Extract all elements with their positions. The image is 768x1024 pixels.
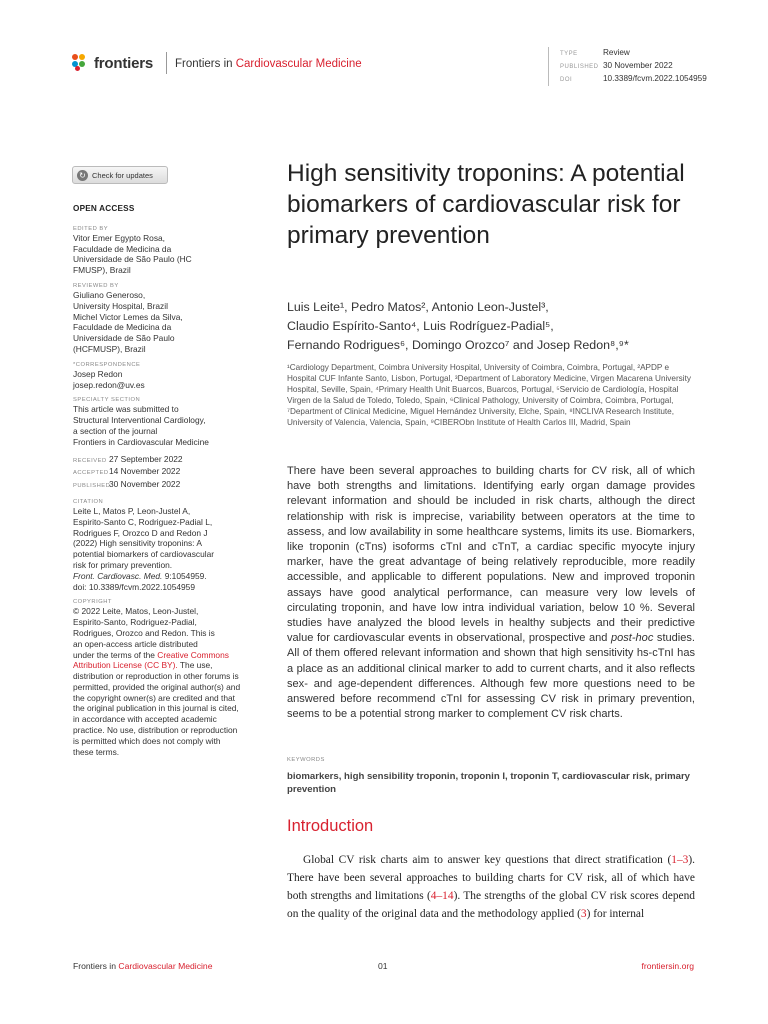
license-link[interactable]: Creative Commons Attribution License (CC BY). — [73, 649, 229, 671]
sidebar-info: OPEN ACCESS EDITED BY Vitor Emer Egypto Rosa, Faculdade de Medicina da Universidade de São Paulo (HC FMUSP), Brazil REVIEWED BY Giuliano Generoso, University Hospital, Brazil Michel Victor Lemes da Silva, Faculdade de Medicina da Universidade de São Paulo (HCFMUSP), Brazil *CORRESPONDENCE Josep Redon josep.redon@uv.es SPECIALTY SECTION This article was submitted to Structural Interventional Cardiology, a section of the journal Frontiers in Cardiovascular Medicine RECEIVED 27 September 2022 ACCEPTED14 November 2022 PUBLISHED30 November 2022 CITATION Leite L, Matos P, Leon-Justel A, Espirito-Santo C, Rodriguez-Padial L, Rodrigues F, Orozco D and Redon J (2022) High sensitivity troponins: A potential biomarkers of cardiovascular risk for primary prevention. Front. Cardiovasc. Med. 9:1054959. doi: 10.3389/fcvm.2022.1054959 COPYRIGHT © 2022 Leite, Matos, Leon-Justel, Espirito-Santo, Rodriguez-Padial, Rodrigues, Orozco and Redon. This is an open-access article distributed under the terms of the Creative Commons Attribution License (CC BY). The use, distribution or reproduction in other forums is permitted, provided the original author(s) and the copyright owner(s) are credited and that the original publication in this journal is cited, in accordance with accepted academic practice. No use, distribution or reproduction is permitted which does not comply with these terms. — [73, 204, 243, 757]
abstract: There have been several approaches to building charts for CV risk, all of which have both strengths and limitations. Identifying early organ damage provides relevant information and should be included in risk charts, although the direct relationship with risk is imprecise, variability between operators at the time to assess, and low availability in some healthcare systems, limits its use. Biomarkers, like troponin (cTns) isoforms cTnI and cTnT, a cardiac specific myocyte injury marker, have the great advantage of being relatively reproducible, more readily accessible, and applicable to different populations. New and improved troponin assays have good analytical performance, can measure very low levels of circulating troponin, and have low intra individual variation, below 10 %. Several studies have analyzed the blood levels in healthy subjects and their predictive value for cardiovascular events in observational, prospective and post-hoc studies. All of them offered relevant information and shown that high sensitivity hs-cTnI has a place as an additional clinical marker to add to current charts, and it also reflects sex- and age-dependent differences. Although few more questions need to be answered before recommend cTnI for assessing CV risk in primary prevention, seems to be a potential strong marker to complement CV risk charts. — [287, 465, 695, 721]
keywords-label: KEYWORDS — [287, 757, 325, 763]
reference-link[interactable]: 4–14 — [430, 890, 454, 902]
introduction-text: Global CV risk charts aim to answer key questions that direct stratification (1–3). There have been several approaches to building charts for CV risk, all of which have both strengths and limitations (4–14). The strengths of the global CV risk scores depend on the quality of the original data and the methodology applied (3) for internal — [287, 854, 695, 920]
doi[interactable]: 10.3389/fcvm.2022.1054959 — [603, 74, 707, 83]
reference-link[interactable]: 1–3 — [671, 854, 689, 866]
correspondence: Josep Redon josep.redon@uv.es — [73, 368, 145, 390]
frontiers-logo[interactable] — [72, 54, 153, 72]
reviewed-by: Giuliano Generoso, University Hospital, Brazil Michel Victor Lemes da Silva, Faculdade de Medicina da Universidade de São Paulo (HCFMUSP), Brazil — [73, 289, 183, 354]
check-for-updates-button[interactable]: ↻ Check for updates — [72, 166, 168, 184]
brand-name: frontiers — [94, 54, 154, 72]
dates: RECEIVED 27 September 2022 ACCEPTED14 November 2022 PUBLISHED30 November 2022 — [73, 453, 183, 490]
correspondence-email[interactable]: josep.redon@uv.es — [73, 379, 145, 390]
edited-by: Vitor Emer Egypto Rosa, Faculdade de Medicina da Universidade de São Paulo (HC FMUSP), Brazil — [73, 232, 192, 276]
keywords: biomarkers, high sensibility troponin, troponin I, troponin T, cardiovascular risk, primary prevention — [287, 771, 691, 795]
journal-title[interactable]: Frontiers in Cardiovascular Medicine — [175, 58, 362, 70]
published-date: 30 November 2022 — [603, 61, 673, 70]
header-divider — [166, 52, 167, 74]
frontiers-logo-icon — [72, 54, 88, 72]
journal-name: Cardiovascular Medicine — [235, 58, 362, 70]
open-access-label: OPEN ACCESS — [73, 204, 135, 213]
citation: Leite L, Matos P, Leon-Justel A, Espirito-Santo C, Rodriguez-Padial L, Rodrigues F, Orozco D and Redon J (2022) High sensitivity troponins: A potential biomarkers of cardiovascular risk for primary prevention. Front. Cardiovasc. Med. 9:1054959. doi: 10.3389/fcvm.2022.1054959 — [73, 505, 215, 592]
article-title: High sensitivity troponins: A potential biomarkers of cardiovascular risk for primary prevention — [287, 160, 685, 249]
refresh-icon: ↻ — [77, 170, 88, 181]
affiliations: ¹Cardiology Department, Coimbra University Hospital, University of Coimbra, Coimbra, Portugal, ²APDP e Hospital CUF Infante Santo, Lisbon, Portugal, ³Department of Laboratory Medicine, Virgen Macarena University Hospital, Seville, Spain, ⁴Primary Health Unit Buarcos, Buarcos, Portugal, ⁵Servicio de Cardiología, Hospital Virgen de la Salud de Toledo, Toledo, Spain, ⁶Clinical Pathology, University of Coimbra, Coimbra, Portugal, ⁷Department of Clinical Medicine, Miguel Hernández University, Elche, Spain, ⁸INCLIVA Research Institute, University of Valencia, Valencia, Spain, ⁹CIBERObn Institute of Health Carlos III, Madrid, Spain — [287, 363, 691, 428]
reference-link[interactable]: 3 — [580, 908, 587, 920]
citation-doi[interactable]: doi: 10.3389/fcvm.2022.1054959 — [73, 581, 195, 592]
footer-site-link[interactable]: frontiersin.org — [641, 961, 694, 971]
footer-journal[interactable]: Frontiers in Cardiovascular Medicine — [73, 961, 213, 971]
article-type: Review — [603, 48, 630, 57]
page-number: 01 — [378, 961, 388, 971]
introduction-heading: Introduction — [287, 817, 374, 835]
specialty-section: This article was submitted to Structural Interventional Cardiology, a section of the journal Frontiers in Cardiovascular Medicine — [73, 404, 209, 447]
author-list: Luis Leite¹, Pedro Matos², Antonio Leon-Justel³, Claudio Espírito-Santo⁴, Luis Rodríguez-Padial⁵, Fernando Rodrigues⁶, Domingo Orozco⁷ and Josep Redon⁸,⁹* — [287, 300, 629, 352]
article-meta: TYPE Review PUBLISHED 30 November 2022 DOI 10.3389/fcvm.2022.1054959 — [548, 47, 707, 86]
copyright: © 2022 Leite, Matos, Leon-Justel, Espirito-Santo, Rodriguez-Padial, Rodrigues, Orozco and Redon. This is an open-access article distributed under the terms of the Creative Commons Attribution License (CC BY). The use, distribution or reproduction in other forums is permitted, provided the original author(s) and the copyright owner(s) are credited and that the original publication in this journal is cited, in accordance with accepted academic practice. No use, distribution or reproduction is permitted which does not comply with these terms. — [73, 606, 241, 757]
